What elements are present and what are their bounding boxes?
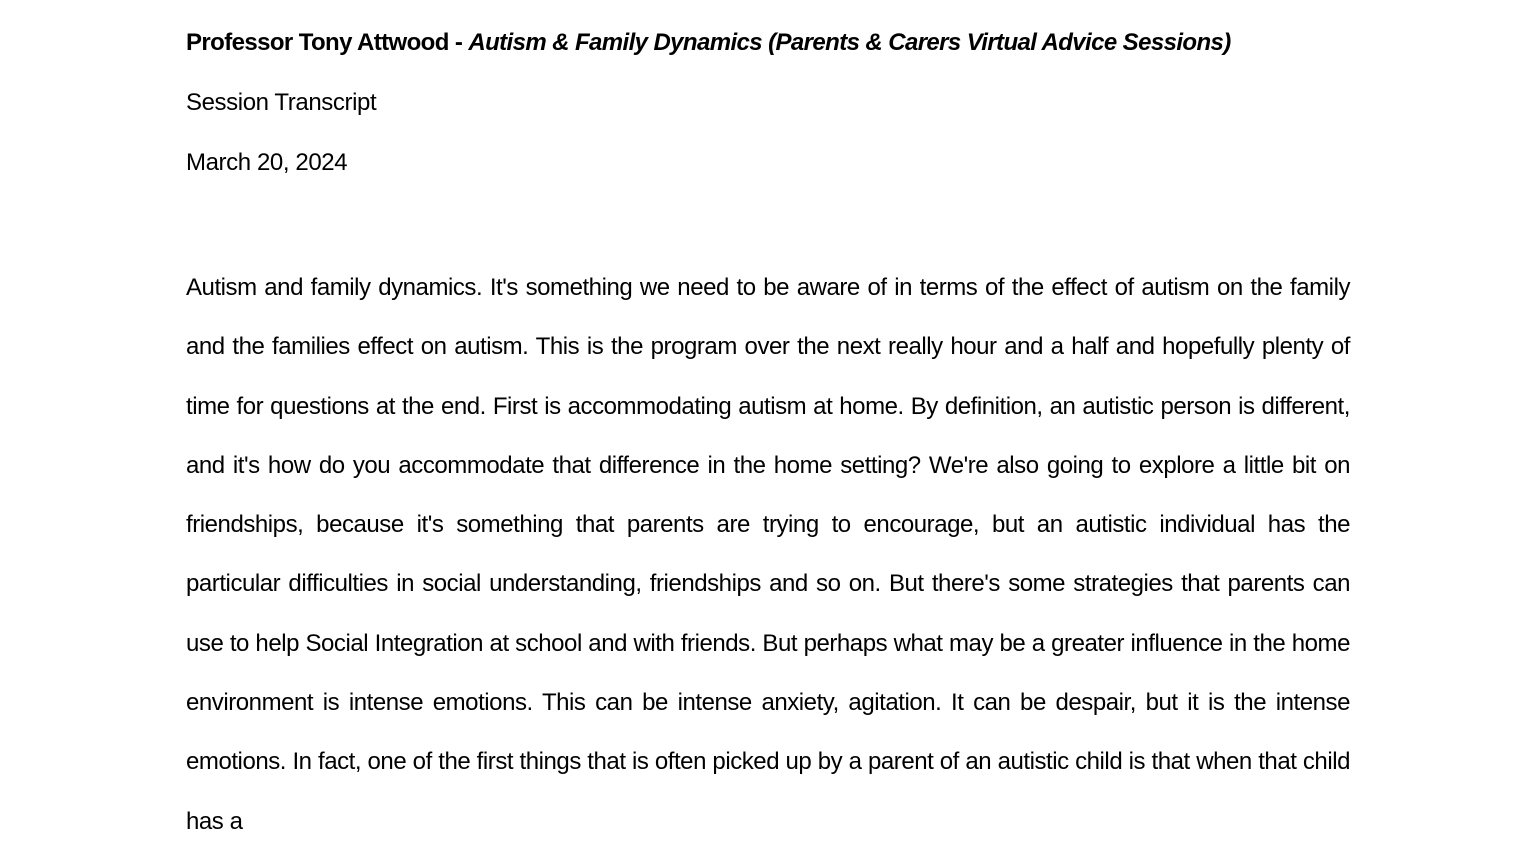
session-title: Autism & Family Dynamics (Parents & Carers Virtual Advice Sessions) — [468, 29, 1231, 56]
document-title — [186, 26, 1356, 60]
transcript-paragraph: Autism and family dynamics. It's something we need to be aware of in terms of the effect of autism on the family and the families effect on autism. This is the program over the next really hour and a half and hopefully plenty of time for questions at the end. First is accommodating autism at home. By definition, an autistic person is different, and it's how do you accommodate that difference in the home setting? We're also going to explore a little bit on friendships, because it's something that parents are trying to encourage, but an autistic individual has the particular difficulties in social understanding, friendships and so on. But there's some strategies that parents can use to help Social Integration at school and with friends. But perhaps what may be a greater influence in the home environment is intense emotions. This can be intense anxiety, agitation. It can be despair, but it is the intense emotions. In fact, one of the first things that is often picked up by a parent of an autistic child is that when that child has a — [186, 274, 1350, 835]
document-header — [186, 26, 1356, 180]
document-subtitle: Session Transcript — [186, 89, 377, 116]
document-date: March 20, 2024 — [186, 149, 348, 176]
speaker-name: Professor Tony Attwood - — [186, 29, 469, 56]
